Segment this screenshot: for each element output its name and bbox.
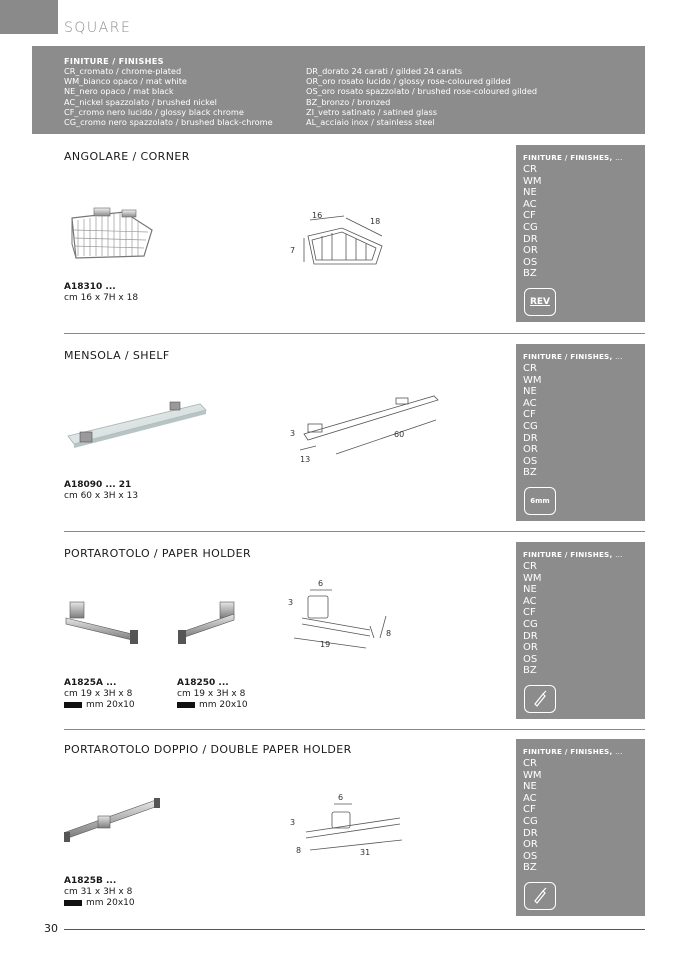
finish-code: OS xyxy=(523,653,538,665)
finish-sidebar-paper-holder xyxy=(516,542,645,719)
drawing-dim-label: 18 xyxy=(370,217,381,226)
double-paper-holder-technical-drawing xyxy=(286,788,408,860)
product-dimensions: cm 19 x 3H x 8 xyxy=(64,689,133,699)
finish-code: AC xyxy=(523,595,537,607)
glass-thickness-icon: 6mm xyxy=(524,487,556,515)
finish-code: AC xyxy=(523,792,537,804)
finish-code: DR xyxy=(523,630,538,642)
product-code: A18250 ... xyxy=(177,678,229,688)
finish-code: CF xyxy=(523,409,536,421)
product-dimensions: cm 60 x 3H x 13 xyxy=(64,491,139,501)
section-divider xyxy=(64,333,645,334)
drawing-dim-label: 7 xyxy=(290,246,296,255)
double-paper-holder-photo xyxy=(62,796,162,844)
finish-code: WM xyxy=(523,572,542,584)
finish-entry: DR_dorato 24 carati / gilded 24 carats xyxy=(306,66,463,76)
finish-code: WM xyxy=(523,175,542,187)
finishes-column-1 xyxy=(64,66,273,127)
finish-entry: BZ_bronzo / bronzed xyxy=(306,96,391,107)
finish-sidebar-corner xyxy=(516,145,645,322)
finish-code: CF xyxy=(523,210,536,222)
section-title-corner: ANGOLARE / CORNER xyxy=(64,150,190,163)
product-dimensions: cm 16 x 7H x 18 xyxy=(64,293,139,303)
product-code: A1825B ... xyxy=(64,876,117,886)
drawing-dim-label: 6 xyxy=(318,579,324,588)
finish-code-list xyxy=(523,561,542,677)
drawing-dim-label: 3 xyxy=(288,598,294,607)
corner-basket-photo xyxy=(64,200,160,268)
section-title-shelf: MENSOLA / SHELF xyxy=(64,349,170,362)
finish-entry: CG_cromo nero spazzolato / brushed black-chrome xyxy=(64,117,273,128)
finish-code: OS xyxy=(523,256,538,268)
finishes-column-2 xyxy=(306,66,537,127)
finish-code: OR xyxy=(523,444,538,456)
paper-holder-right-photo xyxy=(176,600,256,650)
finish-code: OS xyxy=(523,455,538,467)
finish-sidebar-shelf xyxy=(516,344,645,521)
finish-code: CR xyxy=(523,164,537,175)
product-dimensions: cm 31 x 3H x 8 xyxy=(64,887,133,897)
drawing-dim-label: 6 xyxy=(338,793,344,802)
screw-icon xyxy=(531,690,549,708)
product-plate-size xyxy=(177,700,248,710)
finish-code-list xyxy=(523,363,542,479)
screw-fixing-icon xyxy=(524,685,556,713)
product-dimensions: cm 19 x 3H x 8 xyxy=(177,689,246,699)
finish-code: AC xyxy=(523,198,537,210)
finish-code: NE xyxy=(523,386,537,398)
plate-swatch xyxy=(177,702,195,708)
finish-code: CF xyxy=(523,607,536,619)
header-corner-block xyxy=(0,0,58,34)
plate-swatch xyxy=(64,702,82,708)
page-number: 30 xyxy=(44,922,58,935)
paper-holder-technical-drawing xyxy=(286,576,396,652)
finish-code-list xyxy=(523,164,542,280)
drawing-dim-label: 60 xyxy=(394,430,405,439)
glass-shelf-photo xyxy=(64,396,210,462)
finish-entry: OR_oro rosato lucido / glossy rose-coloured gilded xyxy=(306,76,511,87)
footer-rule xyxy=(64,929,645,930)
finishes-legend-title: FINITURE / FINISHES xyxy=(64,56,164,66)
shelf-technical-drawing xyxy=(286,392,442,466)
product-plate-size xyxy=(64,700,135,710)
finish-code: OS xyxy=(523,850,538,862)
drawing-dim-label: 3 xyxy=(290,818,296,827)
sidebar-title: FINITURE / FINISHES, ... xyxy=(523,747,623,756)
finish-code: NE xyxy=(523,781,537,793)
reversible-icon: REV xyxy=(524,288,556,316)
section-divider xyxy=(64,729,645,730)
section-title-paper-holder: PORTAROTOLO / PAPER HOLDER xyxy=(64,547,251,560)
finish-code: CG xyxy=(523,420,538,432)
finish-code: OR xyxy=(523,245,538,257)
finish-entry: CR_cromato / chrome-plated xyxy=(64,66,182,76)
product-plate-size xyxy=(64,898,135,908)
drawing-dim-label: 8 xyxy=(386,629,392,638)
finish-entry: NE_nero opaco / mat black xyxy=(64,86,174,97)
drawing-dim-label: 3 xyxy=(290,429,296,438)
finish-code: DR xyxy=(523,827,538,839)
finish-entry: AC_nickel spazzolato / brushed nickel xyxy=(64,96,217,107)
finish-entry: OS_oro rosato spazzolato / brushed rose-coloured gilded xyxy=(306,86,538,97)
drawing-dim-label: 31 xyxy=(360,848,371,857)
finish-code: CR xyxy=(523,561,537,572)
screw-fixing-icon xyxy=(524,882,556,910)
sidebar-title: FINITURE / FINISHES, ... xyxy=(523,153,623,162)
finish-code: CR xyxy=(523,758,537,769)
finish-code: WM xyxy=(523,374,542,386)
finish-sidebar-double-paper-holder xyxy=(516,739,645,916)
product-code: A18090 ... 21 xyxy=(64,480,132,490)
brand-title: SQUARE xyxy=(64,20,132,36)
sidebar-title: FINITURE / FINISHES, ... xyxy=(523,352,623,361)
finish-code: OR xyxy=(523,839,538,851)
finish-code: BZ xyxy=(523,862,537,874)
finish-entry: WM_bianco opaco / mat white xyxy=(64,76,187,87)
finish-code: BZ xyxy=(523,467,537,479)
plate-size-text: mm 20x10 xyxy=(86,898,135,908)
finish-code: DR xyxy=(523,432,538,444)
finish-code: OR xyxy=(523,642,538,654)
finish-code: NE xyxy=(523,584,537,596)
finish-code: CG xyxy=(523,221,538,233)
corner-technical-drawing xyxy=(286,206,396,272)
drawing-dim-label: 8 xyxy=(296,846,302,855)
finish-code: DR xyxy=(523,233,538,245)
screw-icon xyxy=(531,887,549,905)
finish-code: BZ xyxy=(523,268,537,280)
finish-code: CF xyxy=(523,804,536,816)
drawing-dim-label: 16 xyxy=(312,211,323,220)
finish-code: NE xyxy=(523,187,537,199)
finish-code: WM xyxy=(523,769,542,781)
plate-swatch xyxy=(64,900,82,906)
product-code: A18310 ... xyxy=(64,282,116,292)
product-code: A1825A ... xyxy=(64,678,117,688)
finish-code: BZ xyxy=(523,665,537,677)
finish-code: CR xyxy=(523,363,537,374)
drawing-dim-label: 19 xyxy=(320,640,331,649)
finishes-legend xyxy=(32,46,645,134)
finish-code: AC xyxy=(523,397,537,409)
finish-entry: ZI_vetro satinato / satined glass xyxy=(306,106,437,117)
drawing-dim-label: 13 xyxy=(300,455,311,464)
plate-size-text: mm 20x10 xyxy=(199,700,248,710)
finish-code-list xyxy=(523,758,542,874)
plate-size-text: mm 20x10 xyxy=(86,700,135,710)
finish-entry: CF_cromo nero lucido / glossy black chrome xyxy=(64,106,244,117)
finish-code: CG xyxy=(523,618,538,630)
finish-code: CG xyxy=(523,815,538,827)
section-title-double-paper-holder: PORTAROTOLO DOPPIO / DOUBLE PAPER HOLDER xyxy=(64,743,352,756)
sidebar-title: FINITURE / FINISHES, ... xyxy=(523,550,623,559)
finish-entry: AL_acciaio inox / stainless steel xyxy=(306,117,435,128)
section-divider xyxy=(64,531,645,532)
paper-holder-left-photo xyxy=(62,600,142,650)
